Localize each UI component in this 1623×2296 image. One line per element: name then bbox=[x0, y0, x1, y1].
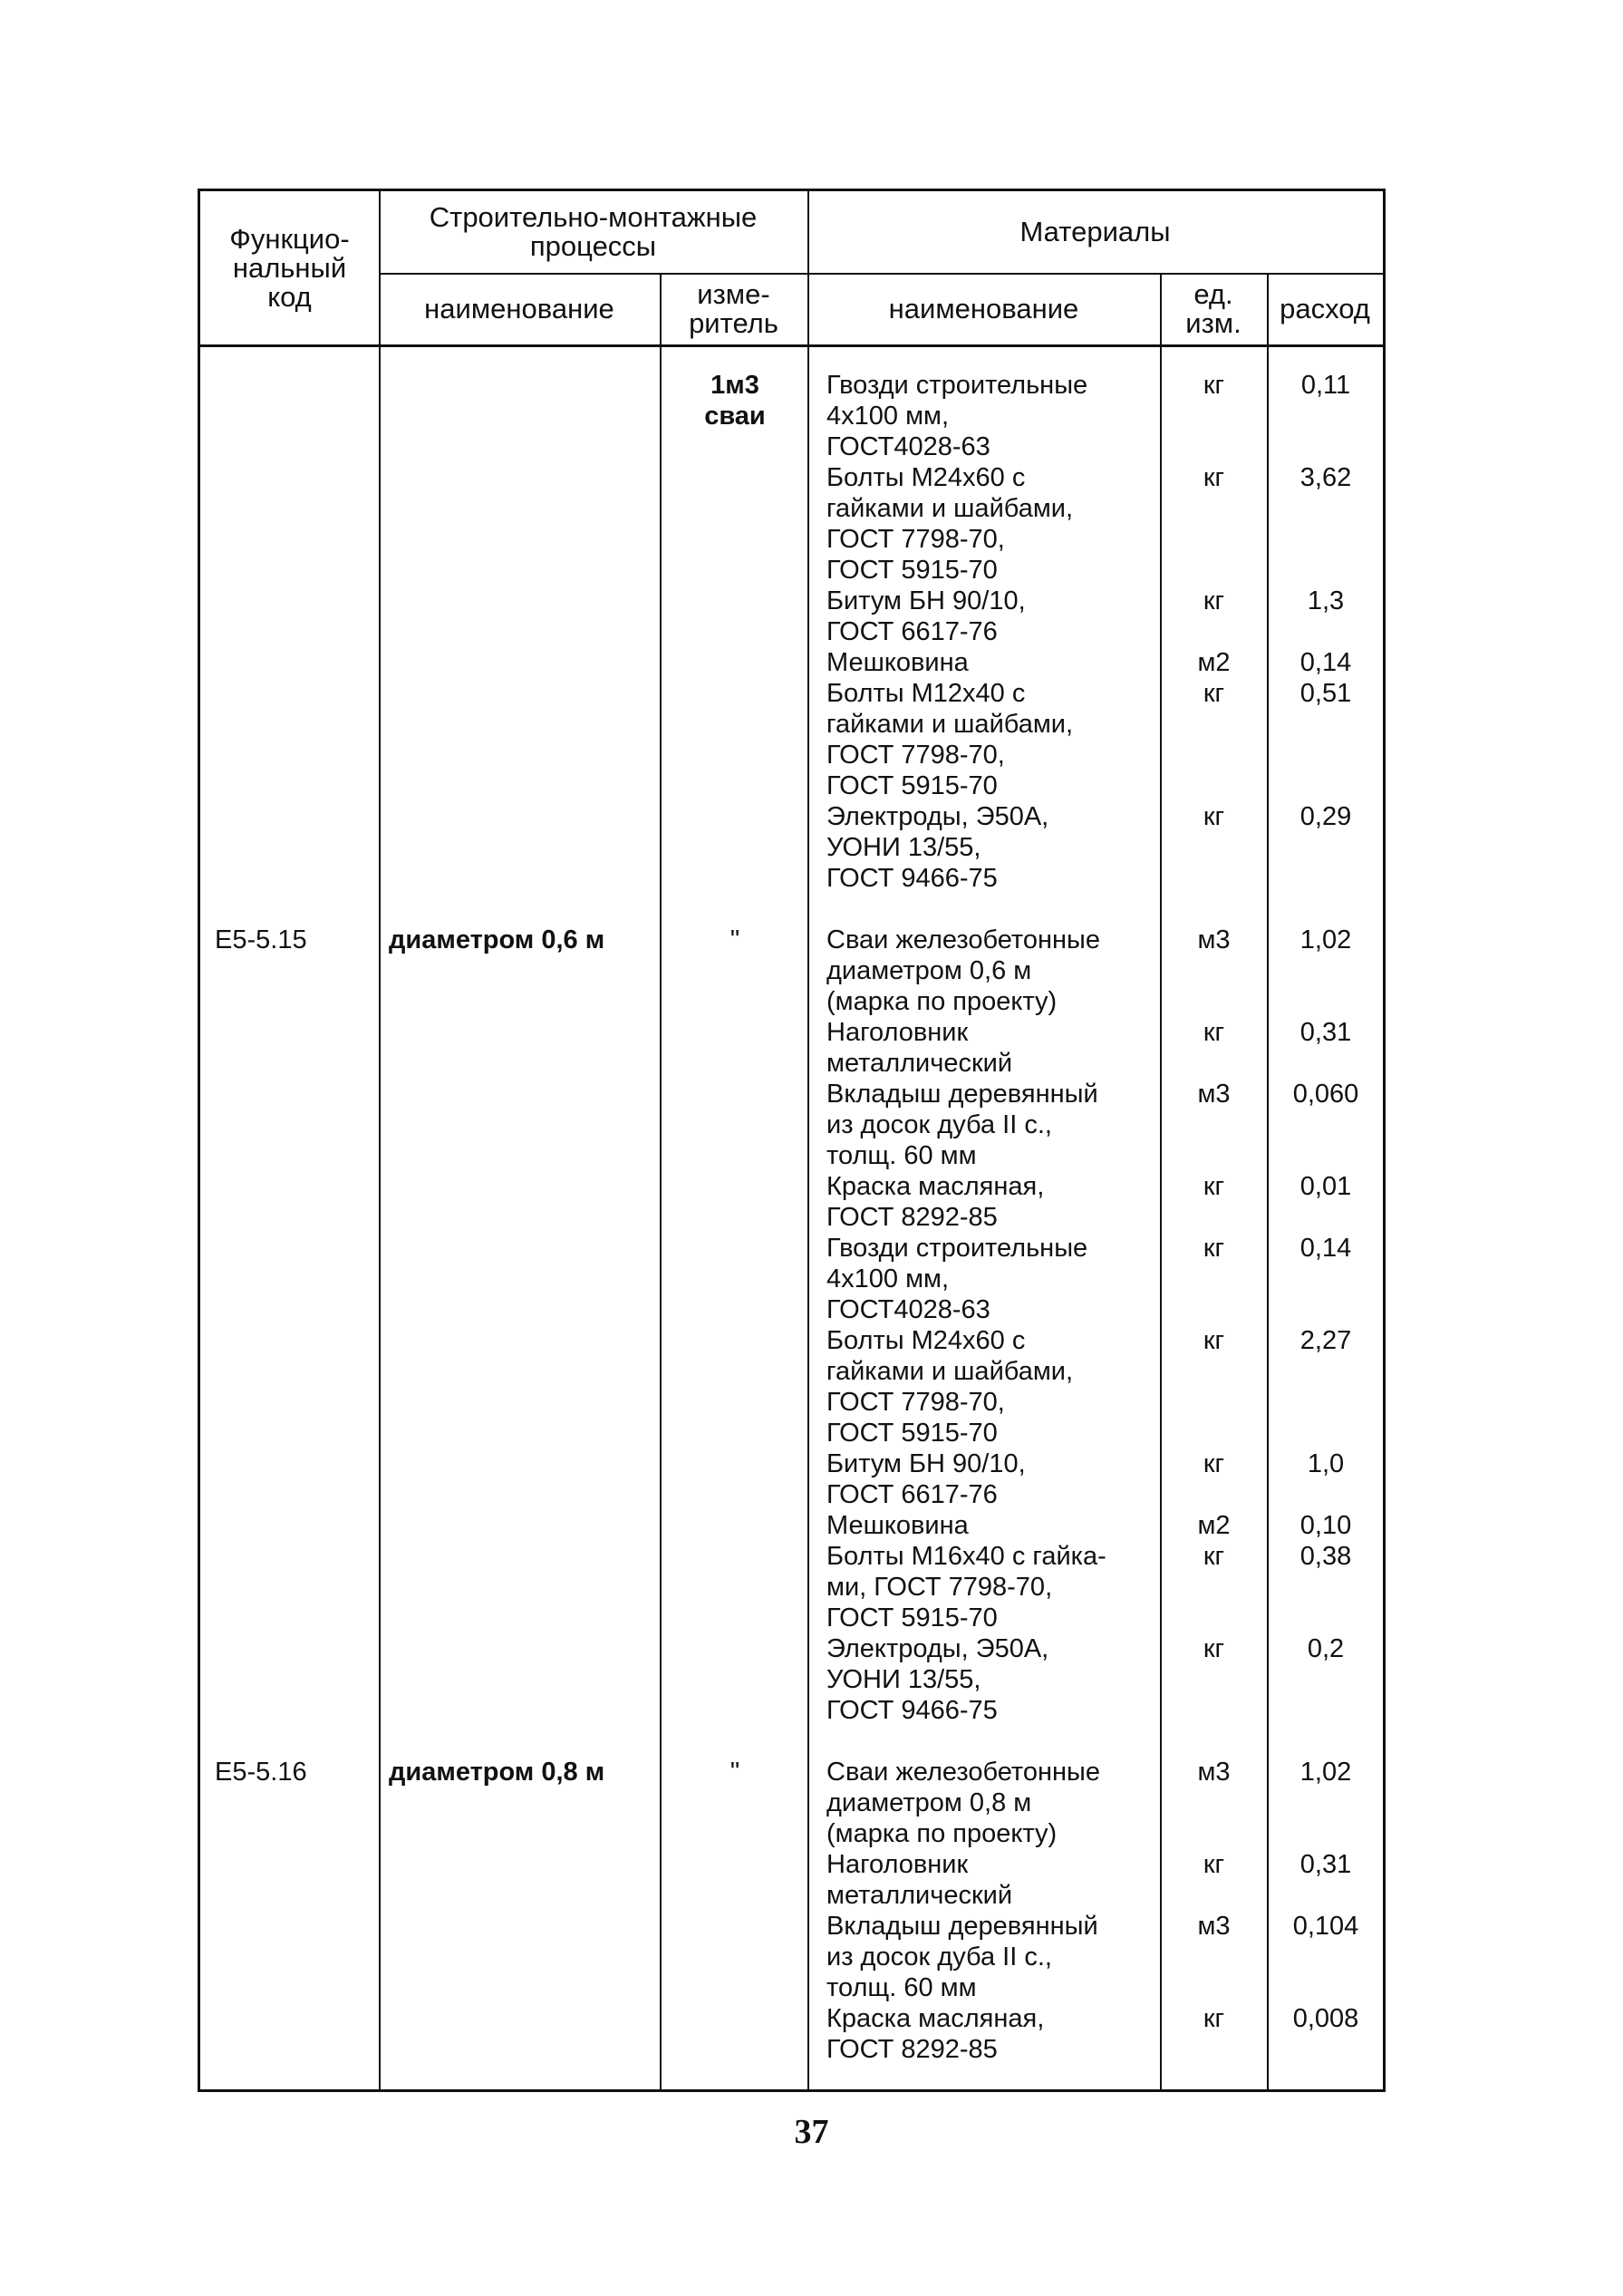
row-unit: кг bbox=[1203, 463, 1225, 492]
row-material: Электроды, Э50А, УОНИ 13/55, ГОСТ 9466-75 bbox=[826, 1634, 1049, 1725]
row-rate: 0,060 bbox=[1292, 1080, 1359, 1109]
row-unit: кг bbox=[1203, 802, 1225, 831]
col-divider bbox=[379, 191, 381, 2089]
row-material: Битум БН 90/10, ГОСТ 6617-76 bbox=[826, 586, 1026, 646]
row-code: Е5-5.16 bbox=[215, 1758, 307, 1787]
row-code: Е5-5.15 bbox=[215, 925, 307, 954]
row-rate: 0,38 bbox=[1299, 1542, 1352, 1571]
row-rate: 0,14 bbox=[1299, 648, 1352, 677]
row-unit: м2 bbox=[1197, 1511, 1231, 1540]
row-unit: кг bbox=[1203, 2004, 1225, 2033]
row-rate: 1,02 bbox=[1299, 925, 1352, 954]
row-rate: 0,11 bbox=[1300, 371, 1351, 400]
col-divider bbox=[660, 273, 662, 2089]
row-material: Мешковина bbox=[826, 1511, 969, 1540]
row-unit: м3 bbox=[1197, 1758, 1231, 1787]
row-rate: 0,31 bbox=[1299, 1018, 1352, 1047]
header-bottom-rule bbox=[200, 344, 1383, 347]
row-rate: 1,02 bbox=[1299, 1758, 1352, 1787]
row-material: Сваи железобетонные диаметром 0,8 м (марка по проекту) bbox=[826, 1758, 1101, 1848]
row-unit: м3 bbox=[1197, 925, 1231, 954]
row-unit: кг bbox=[1203, 1449, 1225, 1478]
col-divider bbox=[807, 191, 809, 2089]
row-material: Сваи железобетонные диаметром 0,6 м (марка по проекту) bbox=[826, 925, 1101, 1016]
row-meter: " bbox=[729, 925, 740, 954]
row-unit: кг bbox=[1203, 1018, 1225, 1047]
row-material: Краска масляная, ГОСТ 8292-85 bbox=[826, 1172, 1045, 1232]
row-name: диаметром 0,8 м bbox=[389, 1758, 605, 1787]
row-unit: кг bbox=[1203, 1172, 1225, 1201]
header-func-code: Функцио- нальный код bbox=[229, 222, 350, 313]
row-material: Болты М16х40 с гайка- ми, ГОСТ 7798-70, ГОСТ 5915-70 bbox=[826, 1542, 1106, 1632]
row-unit: кг bbox=[1203, 1634, 1225, 1663]
row-rate: 0,01 bbox=[1299, 1172, 1352, 1201]
row-rate: 0,2 bbox=[1307, 1634, 1345, 1663]
row-rate: 0,29 bbox=[1299, 802, 1352, 831]
row-material: Битум БН 90/10, ГОСТ 6617-76 bbox=[826, 1449, 1026, 1509]
header-proc-name: наименование bbox=[424, 292, 614, 325]
row-material: Наголовник металлический bbox=[826, 1850, 1013, 1910]
row-meter: " bbox=[729, 1758, 740, 1787]
row-unit: м3 bbox=[1197, 1080, 1231, 1109]
row-material: Болты М24х60 с гайками и шайбами, ГОСТ 7798-70, ГОСТ 5915-70 bbox=[826, 463, 1074, 585]
row-material: Болты М12х40 с гайками и шайбами, ГОСТ 7798-70, ГОСТ 5915-70 bbox=[826, 679, 1074, 800]
row-unit: кг bbox=[1203, 1234, 1225, 1263]
row-rate: 1,3 bbox=[1307, 586, 1345, 615]
row-rate: 0,10 bbox=[1299, 1511, 1352, 1540]
header-materials: Материалы bbox=[1019, 216, 1171, 247]
row-material: Краска масляная, ГОСТ 8292-85 bbox=[826, 2004, 1045, 2064]
row-unit: кг bbox=[1203, 586, 1225, 615]
row-unit: кг bbox=[1203, 1542, 1225, 1571]
row-rate: 0,14 bbox=[1299, 1234, 1352, 1263]
row-material: Вкладыш деревянный из досок дуба II с., толщ. 60 мм bbox=[826, 1080, 1098, 1170]
row-rate: 0,008 bbox=[1292, 2004, 1359, 2033]
row-rate: 2,27 bbox=[1299, 1326, 1352, 1355]
row-material: Наголовник металлический bbox=[826, 1018, 1013, 1078]
header-mat-name: наименование bbox=[888, 292, 1079, 325]
page-number: 37 bbox=[794, 2113, 829, 2151]
row-unit: кг bbox=[1203, 679, 1225, 708]
row-rate: 0,104 bbox=[1292, 1912, 1359, 1941]
row-unit: м3 bbox=[1197, 1912, 1231, 1941]
row-unit: кг bbox=[1203, 371, 1225, 400]
header-processes: Строительно-монтажные процессы bbox=[429, 201, 758, 262]
row-rate: 3,62 bbox=[1299, 463, 1352, 492]
row-meter: 1м3 сваи bbox=[704, 371, 766, 431]
row-material: Гвозди строительные 4х100 мм, ГОСТ4028-63 bbox=[826, 1234, 1088, 1324]
row-name: диаметром 0,6 м bbox=[389, 925, 605, 954]
header-mat-unit: ед. изм. bbox=[1185, 277, 1241, 339]
row-unit: м2 bbox=[1197, 648, 1231, 677]
row-rate: 0,51 bbox=[1299, 679, 1352, 708]
row-material: Электроды, Э50А, УОНИ 13/55, ГОСТ 9466-75 bbox=[826, 802, 1049, 893]
row-unit: кг bbox=[1203, 1850, 1225, 1879]
row-material: Мешковина bbox=[826, 648, 969, 677]
row-material: Болты М24х60 с гайками и шайбами, ГОСТ 7798-70, ГОСТ 5915-70 bbox=[826, 1326, 1074, 1448]
materials-table bbox=[198, 189, 1386, 2092]
header-proc-meter: изме- ритель bbox=[689, 277, 778, 339]
row-rate: 1,0 bbox=[1307, 1449, 1345, 1478]
row-material: Вкладыш деревянный из досок дуба II с., толщ. 60 мм bbox=[826, 1912, 1098, 2002]
row-unit: кг bbox=[1203, 1326, 1225, 1355]
row-material: Гвозди строительные 4х100 мм, ГОСТ4028-63 bbox=[826, 371, 1088, 461]
header-mat-rate: расход bbox=[1280, 292, 1370, 325]
row-rate: 0,31 bbox=[1299, 1850, 1352, 1879]
